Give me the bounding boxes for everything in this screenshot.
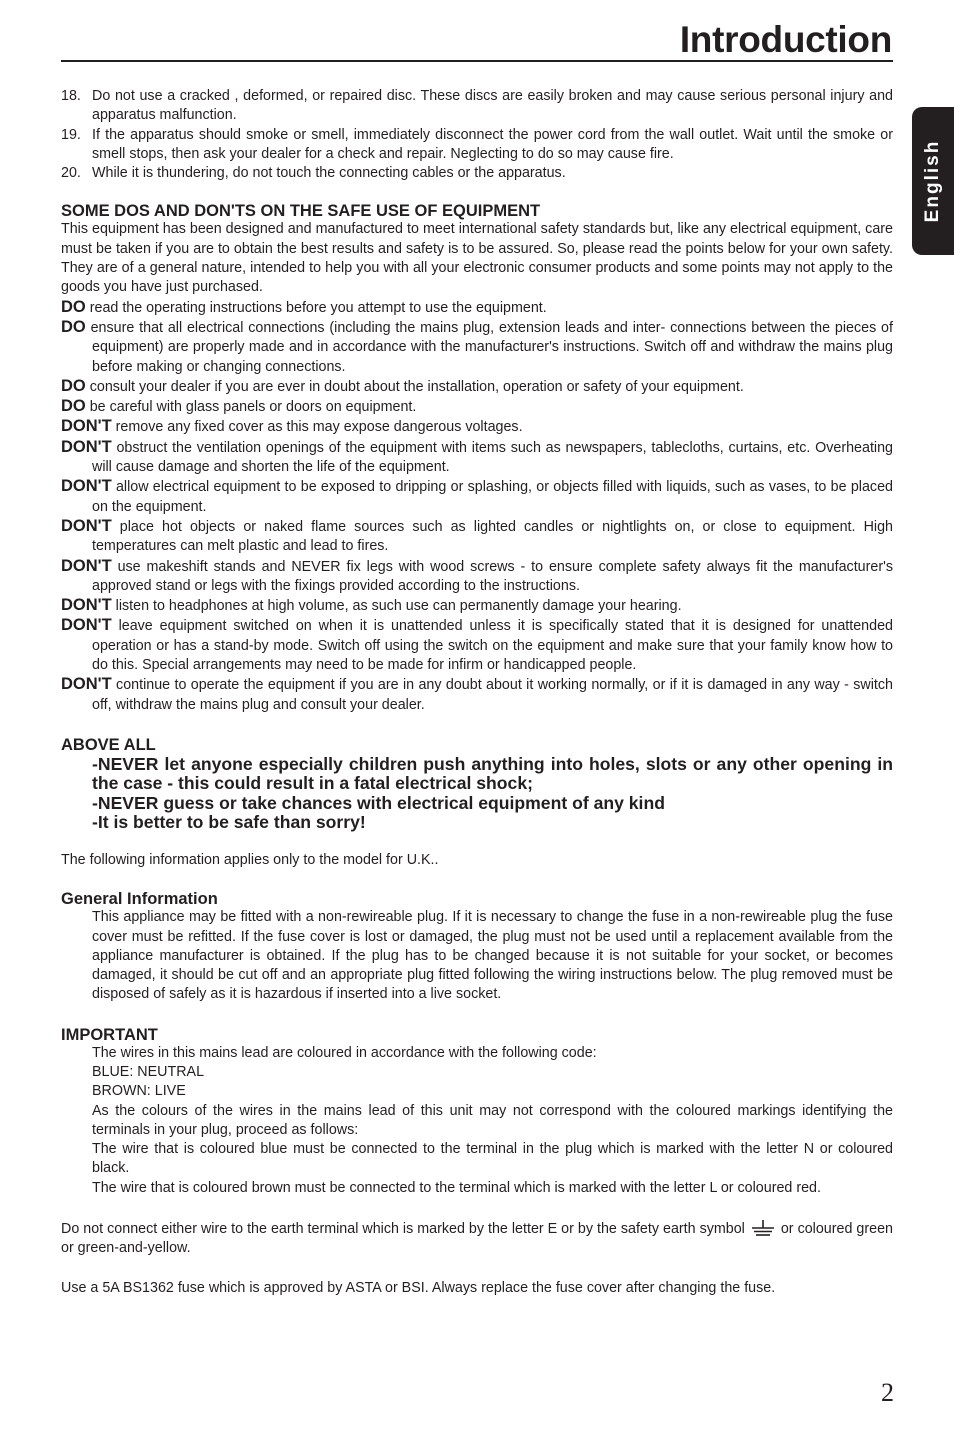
rule-item	[61, 557, 893, 597]
rule-item	[61, 298, 893, 318]
rule-item	[61, 438, 893, 478]
rule-keyword: DO	[61, 376, 86, 395]
rule-text: leave equipment switched on when it is unattended unless it is specifically stated that it is designed for unattended operation or has a stand-by mode. Switch off using the switch on the equipment and make sure that your family know how to do this. Special arrangements may need to be made for infirm or handicapped people.	[92, 618, 893, 674]
page-content	[61, 87, 893, 1298]
rule-item	[61, 417, 893, 437]
fuse-note: Use a 5A BS1362 fuse which is approved by ASTA or BSI. Always replace the fuse cover after changing the fuse.	[61, 1279, 776, 1296]
rule-text: consult your dealer if you are ever in doubt about the installation, operation or safety of your equipment.	[89, 378, 744, 395]
rule-keyword: DON'T	[61, 516, 112, 535]
page-number: 2	[881, 1378, 894, 1407]
item-text: If the apparatus should smoke or smell, immediately disconnect the power cord from the wall outlet. Wait until the smoke or smell stops, then ask your dealer for a check and repair. Neglecting to do so may cause fire.	[92, 126, 893, 162]
rule-item	[61, 517, 893, 557]
rule-item	[61, 675, 893, 715]
general-info-text: This appliance may be fitted with a non-rewireable plug. If it is necessary to change the fuse in a non-rewireable plug the fuse cover must be refitted. If the fuse cover is lost or damaged, the plug must not be used until a replacement available from the appliance manufacturer is obtained. If the plug has to be changed because it is not suitable for your socket, or becomes damaged, it should be cut off and an appropriate plug fitted following the wiring instructions below. The plug removed must be disposed of safely as it is hazardous if inserted into a live socket.	[92, 909, 893, 1003]
above-all-line: -NEVER guess or take chances with electrical equipment of any kind	[92, 792, 665, 813]
title-rule	[61, 60, 893, 62]
important-line: The wire that is coloured blue must be connected to the terminal in the plug which is marked with the letter N or coloured black.	[92, 1141, 893, 1177]
section-heading-dos: SOME DOS AND DON'TS ON THE SAFE USE OF EQUIPMENT	[61, 202, 541, 221]
numbered-item	[61, 87, 893, 126]
rule-keyword: DO	[61, 297, 86, 316]
item-text: Do not use a cracked , deformed, or repaired disc. These discs are easily broken and may cause serious personal injury and apparatus malfunction.	[92, 88, 893, 124]
item-text: While it is thundering, do not touch the connecting cables or the apparatus.	[92, 165, 566, 182]
above-all-line: -It is better to be safe than sorry!	[92, 812, 366, 833]
rule-item	[61, 318, 893, 377]
earth-note-text: or coloured green or green-and-yellow.	[61, 1221, 893, 1257]
rule-keyword: DON'T	[61, 437, 112, 456]
above-all-line: -NEVER let anyone especially children push anything into holes, slots or any other opening in the case - this could result in a fatal electrical shock;	[92, 753, 893, 794]
important-line: The wire that is coloured brown must be connected to the terminal which is marked with the letter L or coloured red.	[92, 1179, 821, 1196]
important-line: BLUE: NEUTRAL	[92, 1063, 205, 1080]
rule-keyword: DON'T	[61, 616, 112, 635]
rule-keyword: DO	[61, 317, 86, 336]
numbered-item	[61, 126, 893, 165]
page-title: Introduction	[679, 19, 892, 60]
above-all-heading: ABOVE ALL	[61, 735, 156, 754]
rule-keyword: DON'T	[61, 675, 112, 694]
earth-note	[61, 1220, 893, 1259]
rule-keyword: DON'T	[61, 556, 112, 575]
rule-keyword: DON'T	[61, 417, 112, 436]
item-number: 19.	[61, 126, 81, 143]
rule-keyword: DON'T	[61, 477, 112, 496]
important-heading: IMPORTANT	[61, 1025, 158, 1044]
item-number: 18.	[61, 88, 81, 104]
rule-text: remove any fixed cover as this may expose dangerous voltages.	[115, 419, 523, 436]
important-line: The wires in this mains lead are coloured in accordance with the following code:	[92, 1044, 597, 1061]
rule-text: read the operating instructions before you attempt to use the equipment.	[89, 299, 547, 316]
dos-intro: This equipment has been designed and manufactured to meet international safety standards but, like any electrical equipment, care must be taken if you are to obtain the best results and safety is to be assured. So, please read the points below for your own safety. They are of a general nature, intended to help you with all your electronic consumer products and some points may not apply to the goods you have just purchased.	[61, 221, 893, 296]
rule-text: allow electrical equipment to be exposed to dripping or splashing, or objects filled with liquids, such as vases, to be placed on the equipment.	[92, 479, 893, 515]
rule-item	[61, 377, 893, 397]
rule-text: use makeshift stands and NEVER fix legs with wood screws - to ensure complete safety always fit the manufacturer's approved stand or legs with the fixings provided according to the instructions.	[92, 558, 893, 594]
rule-text: be careful with glass panels or doors on equipment.	[89, 399, 417, 416]
earth-note-text: Do not connect either wire to the earth terminal which is marked by the letter E or by the safety earth symbol	[61, 1221, 745, 1238]
rule-text: continue to operate the equipment if you are in any doubt about it working normally, or if it is damaged in any way - switch off, withdraw the mains plug and consult your dealer.	[92, 677, 893, 713]
rule-item	[61, 616, 893, 675]
rule-text: listen to headphones at high volume, as such use can permanently damage your hearing.	[115, 598, 682, 615]
important-line: BROWN: LIVE	[92, 1083, 186, 1100]
language-tab	[912, 107, 954, 255]
rule-keyword: DON'T	[61, 596, 112, 615]
rule-item	[61, 397, 893, 417]
language-tab-label: English	[922, 139, 943, 223]
earth-symbol-icon	[751, 1220, 775, 1236]
rule-text: obstruct the ventilation openings of the equipment with items such as newspapers, tablecloths, curtains, etc. Overheating will cause damage and shorten the life of the equipment.	[92, 439, 893, 476]
important-line: As the colours of the wires in the mains lead of this unit may not correspond with the coloured markings identifying the terminals in your plug, proceed as follows:	[92, 1102, 893, 1138]
rule-keyword: DO	[61, 397, 86, 416]
rule-text: place hot objects or naked flame sources such as lighted candles or nightlights on, or close to equipment. High temperatures can melt plastic and lead to fires.	[92, 518, 893, 555]
rule-text: ensure that all electrical connections (including the mains plug, extension leads and inter- connections between the pieces of equipment) are properly made and in accordance with the manufacturer's instructions. Switch off and withdraw the mains plug before making or changing connections.	[90, 319, 893, 375]
item-number: 20.	[61, 165, 81, 182]
uk-note: The following information applies only to the model for U.K..	[61, 851, 439, 868]
general-info-heading: General Information	[61, 890, 218, 909]
numbered-item	[61, 164, 893, 183]
rule-item	[61, 596, 893, 616]
rule-item	[61, 477, 893, 517]
